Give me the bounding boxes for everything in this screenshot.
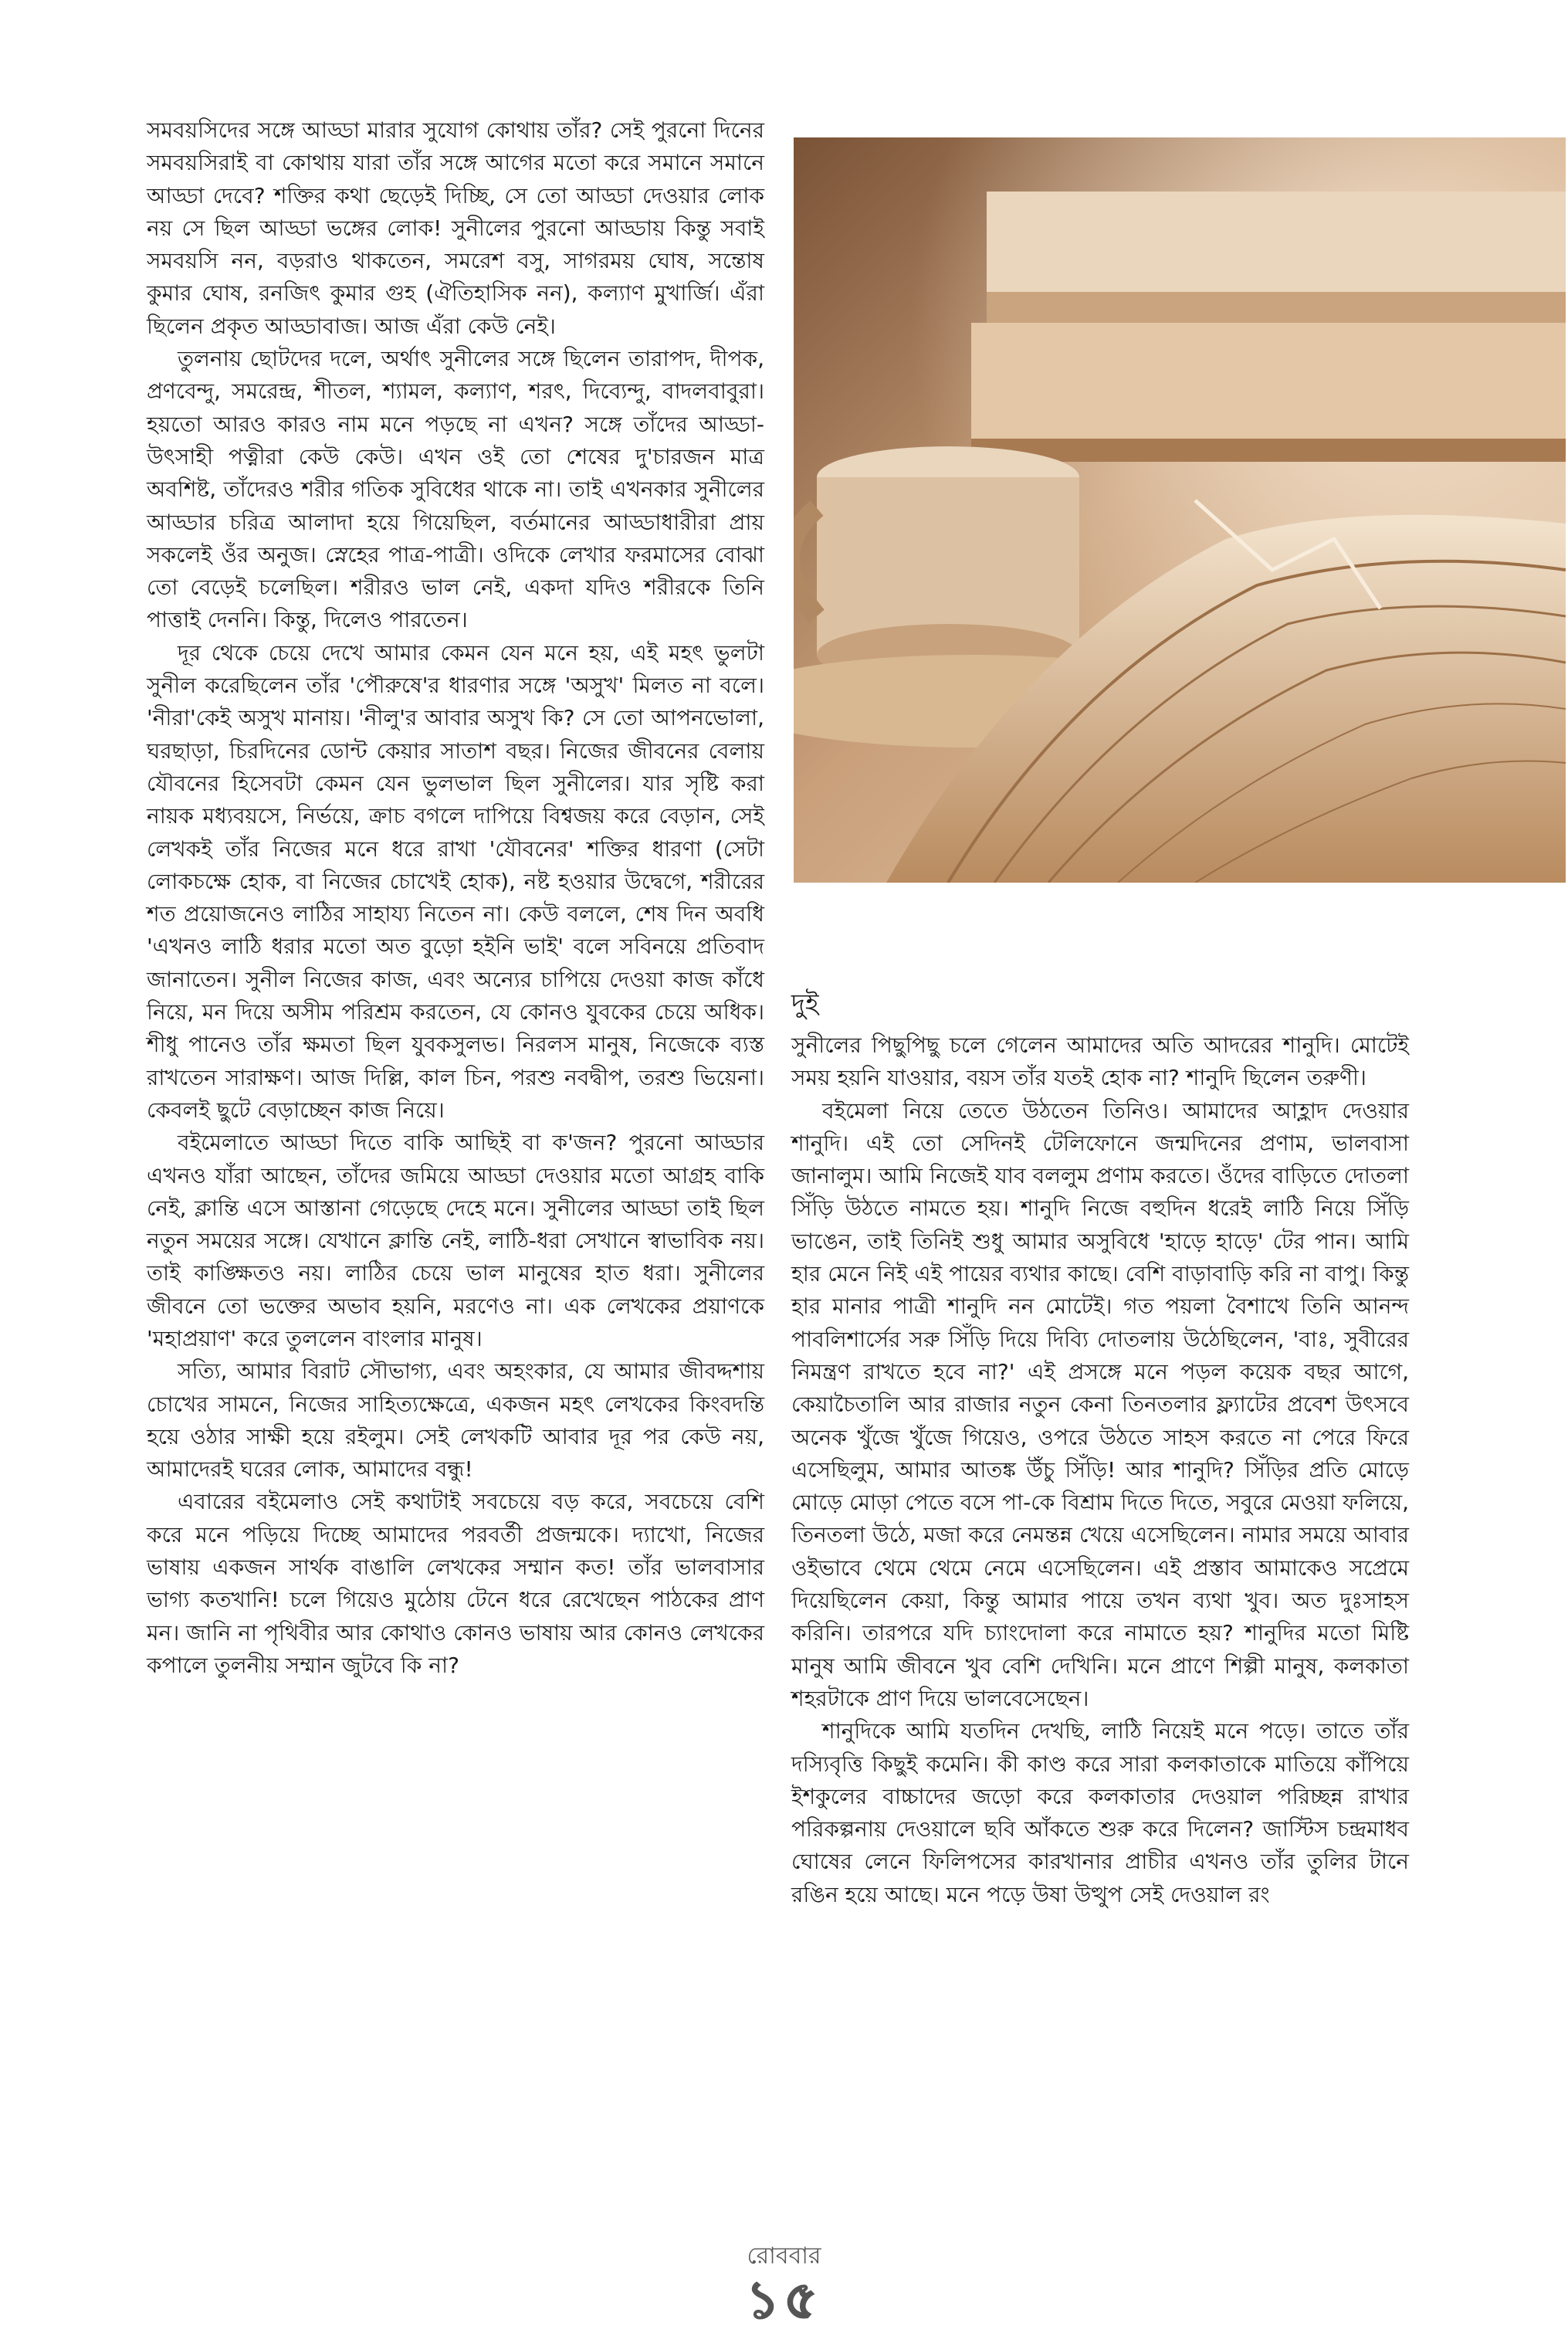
paragraph: বইমেলা নিয়ে তেতে উঠতেন তিনিও। আমাদের আহ্লাদ দেওয়ার শানুদি। এই তো সেদিনই টেলিফোনে জন্মদিনের প্রণাম, ভালবাসা জানালুম। আমি নিজেই যাব বললুম প্রণাম করতে। ওঁদের বাড়িতে দোতলা সিঁড়ি উঠতে নামতে হয়। শানুদি নিজে বহুদিন ধরেই লাঠি নিয়ে সিঁড়ি ভাঙেন, তাই তিনিই শুধু আমার অসুবিধে 'হাড়ে হাড়ে' টের পান। আমি হার মেনে নিই এই পায়ের ব্যথার কাছে। বেশি বাড়াবাড়ি করি না বাপু। কিন্তু হার মানার পাত্রী শানুদি নন মোটেই। গত পয়লা বৈশাখে তিনি আনন্দ পাবলিশার্সের সরু সিঁড়ি দিয়ে দিব্যি দোতলায় উঠেছিলেন, 'বাঃ, সুবীরের নিমন্ত্রণ রাখতে হবে না?' এই প্রসঙ্গে মনে পড়ল কয়েক বছর আগে, কেয়াচৈতালি আর রাজার নতুন কেনা তিনতলার ফ্ল্যাটের প্রবেশ উৎসবে অনেক খুঁজে খুঁজে গিয়েও, ওপরে উঠতে সাহস করতে না পেরে ফিরে এসেছিলুম, আমার আতঙ্ক উঁচু সিঁড়ি! আর শানুদি? সিঁড়ির প্রতি মোড়ে মোড়ে মোড়া পেতে বসে পা-কে বিশ্রাম দিতে দিতে, সবুরে মেওয়া ফলিয়ে, তিনতলা উঠে, মজা করে নেমন্তন্ন খেয়ে এসেছিলেন। নামার সময়ে আবার ওইভাবে থেমে থেমে নেমে এসেছিলেন। এই প্রস্তাব আমাকেও সপ্রেমে দিয়েছিলেন কেয়া, কিন্তু আমার পায়ে তখন ব্যথা খুব। অত দুঃসাহস করিনি। তারপরে যদি চ্যাংদোলা করে নামাতে হয়? শানুদির মতো মিষ্টি মানুষ আমি জীবনে খুব বেশি দেখিনি। মনে প্রাণে শিল্পী মানুষ, কলকাতা শহরটাকে প্রাণ দিয়ে ভালবেসেছেন। — [791, 1097, 1409, 1711]
paragraph: সত্যি, আমার বিরাট সৌভাগ্য, এবং অহংকার, যে আমার জীবদ্দশায় চোখের সামনে, নিজের সাহিত্যক্ষেত্রে, একজন মহৎ লেখকের কিংবদন্তি হয়ে ওঠার সাক্ষী হয়ে রইলুম। সেই লেখকটি আবার দূর পর কেউ নয়, আমাদেরই ঘরের লোক, আমাদের বন্ধু! — [147, 1358, 764, 1483]
paragraph: তুলনায় ছোটদের দলে, অর্থাৎ সুনীলের সঙ্গে ছিলেন তারাপদ, দীপক, প্রণবেন্দু, সমরেন্দ্র, শীতল, শ্যামল, কল্যাণ, শরৎ, দিব্যেন্দু, বাদলবাবুরা। হয়তো আরও কারও নাম মনে পড়ছে না এখন? সঙ্গে তাঁদের আড্ডা-উৎসাহী পত্নীরা কেউ কেউ। এখন ওই তো শেষের দু'চারজন মাত্র অবশিষ্ট, তাঁদেরও শরীর গতিক সুবিধের থাকে না। তাই এখনকার সুনীলের আড্ডার চরিত্র আলাদা হয়ে গিয়েছিল, বর্তমানের আড্ডাধারীরা প্রায় সকলেই ওঁর অনুজ। স্নেহের পাত্র-পাত্রী। ওদিকে লেখার ফরমাসের বোঝা তো বেড়েই চলেছিল। শরীরও ভাল নেই, একদা যদিও শরীরকে তিনি পাত্তাই দেননি। কিন্তু, দিলেও পারতেন। — [147, 346, 764, 633]
book-and-cup-photo — [794, 137, 1566, 883]
paragraph: সুনীলের পিছুপিছু চলে গেলেন আমাদের অতি আদরের শানুদি। মোটেই সময় হয়নি যাওয়ার, বয়স তাঁর যতই হোক না? শানুদি ছিলেন তরুণী। — [791, 1032, 1409, 1091]
paragraph: শানুদিকে আমি যতদিন দেখছি, লাঠি নিয়েই মনে পড়ে। তাতে তাঁর দস্যিবৃত্তি কিছুই কমেনি। কী কাণ্ড করে সারা কলকাতাকে মাতিয়ে কাঁপিয়ে ইশকুলের বাচ্চাদের জড়ো করে কলকাতার দেওয়াল পরিচ্ছন্ন রাখার পরিকল্পনায় দেওয়ালে ছবি আঁকতে শুরু করে দিলেন? জাস্টিস চন্দ্রমাধব ঘোষের লেনে ফিলিপসের কারখানার প্রাচীর এখনও তাঁর তুলির টানে রঙিন হয়ে আছে। মনে পড়ে উষা উত্থুপ সেই দেওয়াল রং — [791, 1718, 1409, 1907]
section-heading: দুই — [791, 988, 819, 1019]
magazine-name: রোববার — [747, 2243, 821, 2270]
paragraph: এবারের বইমেলাও সেই কথাটাই সবচেয়ে বড় করে, সবচেয়ে বেশি করে মনে পড়িয়ে দিচ্ছে আমাদের পরবর্তী প্রজন্মকে। দ্যাখো, নিজের ভাষায় একজন সার্থক বাঙালি লেখকের সম্মান কত! তাঁর ভালবাসার ভাগ্য কতখানি! চলে গিয়েও মুঠোয় টেনে ধরে রেখেছেন পাঠকের প্রাণ মন। জানি না পৃথিবীর আর কোথাও কোনও ভাষায় আর কোনও লেখকের কপালে তুলনীয় সম্মান জুটবে কি না? — [147, 1489, 764, 1678]
article-left-column — [147, 114, 764, 1682]
paragraph: দূর থেকে চেয়ে দেখে আমার কেমন যেন মনে হয়, এই মহৎ ভুলটা সুনীল করেছিলেন তাঁর 'পৌরুষে'র ধারণার সঙ্গে 'অসুখ' মিলত না বলে। 'নীরা'কেই অসুখ মানায়। 'নীলু'র আবার অসুখ কি? সে তো আপনভোলা, ঘরছাড়া, চিরদিনের ডোন্ট কেয়ার সাতাশ বছর। নিজের জীবনের বেলায় যৌবনের হিসেবটা কেমন যেন ভুলভাল ছিল সুনীলের। যার সৃষ্টি করা নায়ক মধ্যবয়সে, নির্ভয়ে, ক্রাচ বগলে দাপিয়ে বিশ্বজয় করে বেড়ান, সেই লেখকই তাঁর নিজের মনে ধরে রাখা 'যৌবনের' শক্তির ধারণা (সেটা লোকচক্ষে হোক, বা নিজের চোখেই হোক), নষ্ট হওয়ার উদ্বেগে, শরীরের শত প্রয়োজনেও লাঠির সাহায্য নিতেন না। কেউ বললে, শেষ দিন অবধি 'এখনও লাঠি ধরার মতো অত বুড়ো হইনি ভাই' বলে সবিনয়ে প্রতিবাদ জানাতেন। সুনীল নিজের কাজ, এবং অন্যের চাপিয়ে দেওয়া কাজ কাঁধে নিয়ে, মন দিয়ে অসীম পরিশ্রম করতেন, যে কোনও যুবকের চেয়ে অধিক। শীধু পানেও তাঁর ক্ষমতা ছিল যুবকসুলভ। নিরলস মানুষ, নিজেকে ব্যস্ত রাখতেন সারাক্ষণ। আজ দিল্লি, কাল চিন, পরশু নবদ্বীপ, তরশু ভিয়েনা। কেবলই ছুটে বেড়াচ্ছেন কাজ নিয়ে। — [147, 639, 764, 1123]
paragraph: সমবয়সিদের সঙ্গে আড্ডা মারার সুযোগ কোথায় তাঁর? সেই পুরনো দিনের সমবয়সিরাই বা কোথায় যারা তাঁর সঙ্গে আগের মতো করে সমানে সমানে আড্ডা দেবে? শক্তির কথা ছেড়েই দিচ্ছি, সে তো আড্ডা দেওয়ার লোক নয় সে ছিল আড্ডা ভঙ্গের লোক! সুনীলের পুরনো আড্ডায় কিন্তু সবাই সমবয়সি নন, বড়রাও থাকতেন, সমরেশ বসু, সাগরময় ঘোষ, সন্তোষ কুমার ঘোষ, রনজিৎ কুমার গুহ (ঐতিহাসিক নন), কল্যাণ মুখার্জি। এঁরা ছিলেন প্রকৃত আড্ডাবাজ। আজ এঁরা কেউ নেই। — [147, 117, 764, 339]
page-number: ১৫ — [746, 2270, 822, 2330]
paragraph: বইমেলাতে আড্ডা দিতে বাকি আছিই বা ক'জন? পুরনো আড্ডার এখনও যাঁরা আছেন, তাঁদের জমিয়ে আড্ডা দেওয়ার মতো আগ্রহ বাকি নেই, ক্লান্তি এসে আস্তানা গেড়েছে দেহে মনে। সুনীলের আড্ডা তাই ছিল নতুন সময়ের সঙ্গে। যেখানে ক্লান্তি নেই, লাঠি-ধরা সেখানে স্বাভাবিক নয়। তাই কাঙ্ক্ষিতও নয়। লাঠির চেয়ে ভাল মানুষের হাত ধরা। সুনীলের জীবনে তো ভক্তের অভাব হয়নি, মরণেও না। এক লেখকের প্রয়াণকে 'মহাপ্রয়াণ' করে তুললেন বাংলার মানুষ। — [147, 1130, 764, 1351]
article-right-column — [791, 985, 1409, 1911]
